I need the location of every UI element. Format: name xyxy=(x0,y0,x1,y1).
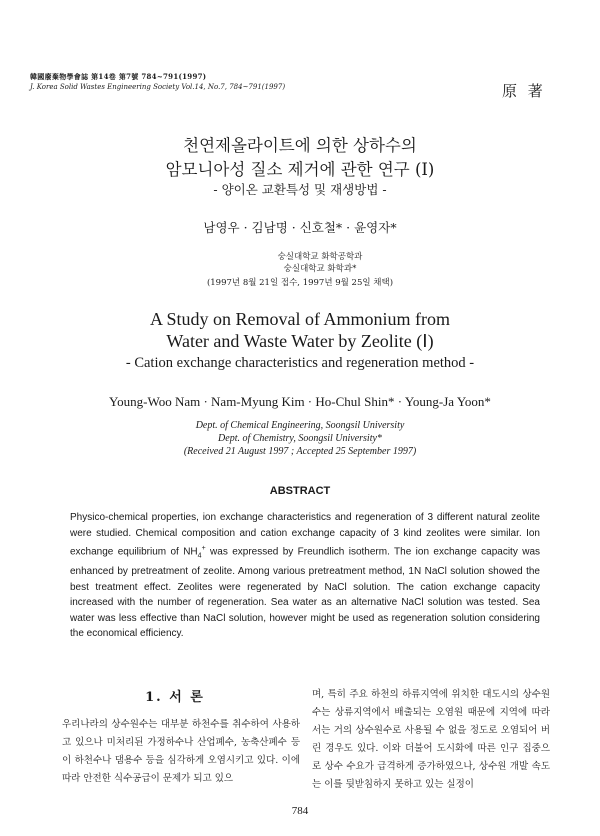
english-affiliation-2: Dept. of Chemistry, Soongsil University* xyxy=(218,433,382,444)
korean-title-line1: 천연제올라이트에 의한 상하수의 xyxy=(183,136,417,155)
abstract-text-part1: Physico-chemical properties, ion exchange characteristics and regeneration of 3 different natural zeolite were studied. Chemical composition and cation exchange capacity of 3 kind zeolites were similar. Ion exchange equilibrium of NH xyxy=(70,512,540,558)
korean-subtitle: - 양이온 교환특성 및 재생방법 - xyxy=(213,182,387,197)
abstract-subscript: 4 xyxy=(197,552,202,560)
english-dates: (Received 21 August 1997 ; Accepted 25 September 1997) xyxy=(183,446,417,457)
korean-authors: 남영우 · 김남명 · 신호철* · 윤영자* xyxy=(203,220,397,235)
abstract-heading: ABSTRACT xyxy=(269,485,331,497)
section-heading-introduction: 1. 서 론 xyxy=(145,690,205,705)
english-title-line2: Water and Waste Water by Zeolite (Ⅰ) xyxy=(166,331,434,351)
korean-affiliation-1: 숭실대학교 화학공학과 xyxy=(277,252,363,262)
korean-affiliation-2: 숭실대학교 화학과* xyxy=(283,264,357,274)
abstract-superscript: + xyxy=(201,545,206,553)
english-affiliation-1: Dept. of Chemical Engineering, Soongsil University xyxy=(195,420,405,431)
korean-title-line2: 암모니아성 질소 제거에 관한 연구 (Ⅰ) xyxy=(165,160,435,179)
intro-right-column: 며, 특히 주요 하천의 하류지역에 위치한 대도시의 상수원수는 상류지역에서 배출되는 오염원 때문에 지역에 따라서는 거의 상수원수로 사용될 수 없을 정도로 오염되어 버린 경우도 있다. 이와 더불어 도시화에 따른 인구 집중으로 상수 수요가 급격하게 증가하였으나, 상수원 개발 속도는 이를 뒷받침하지 못하고 있는 실정이 xyxy=(312,689,550,790)
korean-dates: (1997년 8월 21일 접수, 1997년 9월 25일 채택) xyxy=(206,278,394,288)
english-subtitle: - Cation exchange characteristics and regeneration method - xyxy=(125,355,475,371)
article-type-label: 原 著 xyxy=(502,82,546,100)
intro-left-column: 우리나라의 상수원수는 대부분 하천수를 취수하여 사용하고 있으나 미처리된 가정하수나 산업폐수, 농축산폐수 등이 하천수나 댐용수 등을 심각하게 오염시키고 있다. 이에따라 안전한 식수공급이 문제가 되고 있으 xyxy=(62,719,300,784)
english-authors: Young-Woo Nam · Nam-Myung Kim · Ho-Chul Shin* · Young-Ja Yoon* xyxy=(109,394,491,409)
journal-header-english: J. Korea Solid Wastes Engineering Society Vol.14, No.7, 784~791(1997) xyxy=(30,83,286,91)
journal-header-korean: 韓國廢棄物學會誌 第14卷 第7號 784~791(1997) xyxy=(30,72,207,81)
abstract-body xyxy=(70,510,540,642)
abstract-text-part2: was expressed by Freundlich isotherm. The ion exchange capacity was enhanced by pretreatment of zeolite. Among various pretreatment method, 1N NaCl solution showed the best treatment effect. Zeolites were regenerated by NaCl solution. The cation exchange capacity increased with the number of regeneration. Sea water as an alternative NaCl solution was tested. Sea water was less effective than NaCl solution, however might be used as regeneration solution considering the economical efficiency. xyxy=(70,546,541,640)
english-title-line1: A Study on Removal of Ammonium from xyxy=(150,309,450,329)
page-number: 784 xyxy=(291,805,309,817)
